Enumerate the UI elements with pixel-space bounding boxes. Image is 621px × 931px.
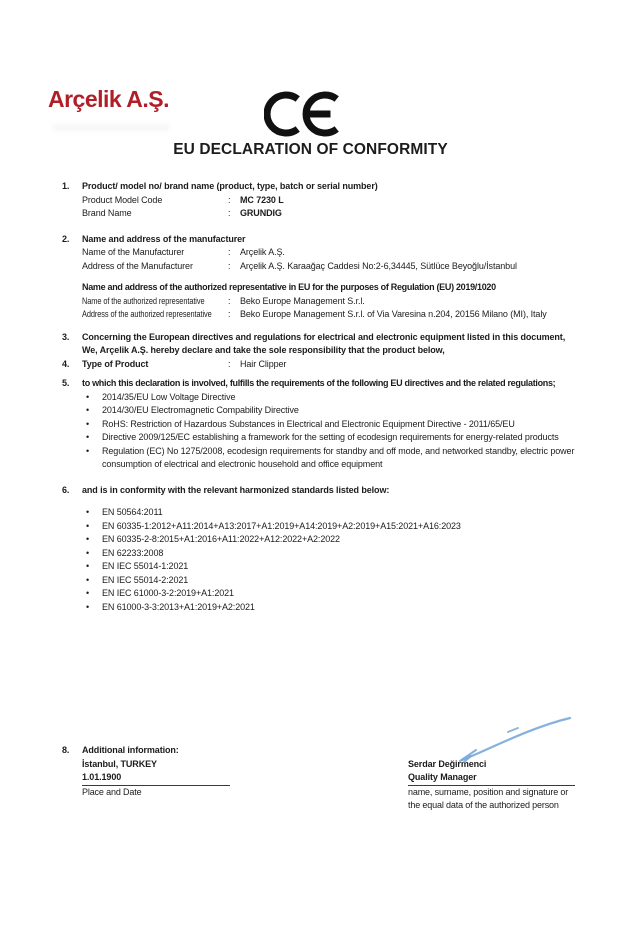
arcelik-logo: Arçelik A.Ş.	[48, 86, 169, 112]
colon	[228, 358, 240, 372]
ce-mark-icon	[264, 90, 346, 143]
list-item: • EN 50564:2011	[86, 506, 575, 520]
section-number: 3.	[62, 331, 70, 342]
list-item: • Regulation (EC) No 1275/2008, ecodesign requirements for standby and off mode, and networked standby, electric power consumption of electrical and electronic household and office equipment	[86, 445, 575, 472]
directives-list	[82, 391, 575, 472]
field-label: Product Model Code	[82, 194, 163, 205]
place-and-date-block	[82, 758, 282, 800]
declaration-line-1: Concerning the European directives and regulations for electrical and electronic equipment listed in this document,	[82, 331, 566, 342]
list-item: • RoHS: Restriction of Hazardous Substances in Electrical and Electronic Equipment Directive - 2011/65/EU	[86, 418, 575, 432]
field-label: Brand Name	[82, 208, 132, 218]
signer-caption-line-2: the equal data of the authorized person	[408, 800, 559, 810]
list-item: • EN IEC 61000-3-2:2019+A1:2021	[86, 587, 575, 601]
declaration-line-2: We, Arçelik A.Ş. hereby declare and take the sole responsibility that the product below,	[82, 345, 445, 355]
section-5-heading: to which this declaration is involved, fulfills the requirements of the following EU directives and the related regulations;	[82, 378, 556, 388]
field-label: Address of the authorized representative	[82, 309, 212, 319]
section-6-heading: and is in conformity with the relevant harmonized standards listed below:	[82, 484, 390, 495]
colon	[228, 194, 240, 208]
date-text: 1.01.1900	[82, 771, 230, 786]
section-number: 4.	[62, 358, 70, 369]
brand-name-row	[82, 207, 575, 221]
colon	[228, 308, 240, 322]
colon	[228, 260, 240, 274]
section-number: 1.	[62, 181, 70, 191]
section-1-heading: Product/ model no/ brand name (product, type, batch or serial number)	[82, 181, 378, 191]
section-4-product-type	[62, 358, 575, 372]
section-8-heading: Additional information:	[82, 745, 179, 755]
field-label: Name of the Manufacturer	[82, 247, 185, 257]
document-title: EU DECLARATION OF CONFORMITY	[173, 141, 448, 158]
representative-name-value: Beko Europe Management S.r.l.	[240, 295, 365, 306]
section-5-directives	[62, 377, 575, 472]
place-date-caption: Place and Date	[82, 786, 142, 797]
product-model-row	[82, 194, 575, 208]
colon	[228, 246, 240, 260]
manufacturer-name-value: Arçelik A.Ş.	[240, 247, 285, 257]
signer-name: Serdar Değirmenci	[408, 758, 487, 769]
product-model-code-value: MC 7230 L	[240, 194, 284, 205]
list-item: • EN 60335-2-8:2015+A1:2016+A11:2022+A12:2022+A2:2022	[86, 533, 575, 547]
colon	[228, 295, 240, 309]
document-body	[62, 180, 575, 614]
list-item: • 2014/35/EU Low Voltage Directive	[86, 391, 575, 405]
section-2-manufacturer	[62, 233, 575, 322]
section-6-standards	[62, 484, 575, 615]
authorized-representative-heading: Name and address of the authorized representative in EU for the purposes of Regulation (EU) 2019/1020	[82, 282, 496, 292]
section-number: 6.	[62, 484, 70, 495]
list-item: • EN 60335-1:2012+A11:2014+A13:2017+A1:2019+A14:2019+A2:2019+A15:2021+A16:2023	[86, 520, 575, 534]
list-item: • 2014/30/EU Electromagnetic Compability Directive	[86, 404, 575, 418]
list-item: • EN IEC 55014-1:2021	[86, 560, 575, 574]
list-item: • Directive 2009/125/EC establishing a framework for the setting of ecodesign requirements for energy-related products	[86, 431, 575, 445]
field-label: Address of the Manufacturer	[82, 260, 193, 271]
brand-name-value: GRUNDIG	[240, 208, 282, 218]
product-type-row	[82, 358, 575, 372]
list-item: • EN 61000-3-3:2013+A1:2019+A2:2021	[86, 601, 575, 615]
scan-artifact	[52, 124, 170, 131]
section-number: 5.	[62, 378, 70, 388]
section-1-product	[62, 180, 575, 221]
place-text: İstanbul, TURKEY	[82, 758, 157, 769]
signer-title: Quality Manager	[408, 771, 575, 786]
manufacturer-address-row	[82, 260, 575, 274]
section-3-declaration	[62, 331, 575, 358]
field-label: Name of the authorized representative	[82, 295, 205, 306]
representative-address-value: Beko Europe Management S.r.l. of Via Varesina n.204, 20156 Milano (MI), Italy	[240, 309, 547, 319]
section-number: 8.	[62, 745, 70, 755]
signer-caption-line-1: name, surname, position and signature or	[408, 786, 569, 797]
colon	[228, 207, 240, 221]
representative-address-row	[82, 308, 575, 322]
representative-name-row	[82, 295, 575, 309]
standards-list	[82, 506, 575, 614]
field-label: Type of Product	[82, 358, 149, 369]
list-item: • EN 62233:2008	[86, 547, 575, 561]
section-number: 2.	[62, 233, 70, 244]
product-type-value: Hair Clipper	[240, 358, 287, 369]
list-item: • EN IEC 55014-2:2021	[86, 574, 575, 588]
manufacturer-name-row	[82, 246, 575, 260]
handwritten-signature	[452, 714, 577, 774]
section-2-heading: Name and address of the manufacturer	[82, 233, 246, 244]
manufacturer-address-value: Arçelik A.Ş. Karaağaç Caddesi No:2-6,34445, Sütlüce Beyoğlu/İstanbul	[240, 260, 517, 271]
